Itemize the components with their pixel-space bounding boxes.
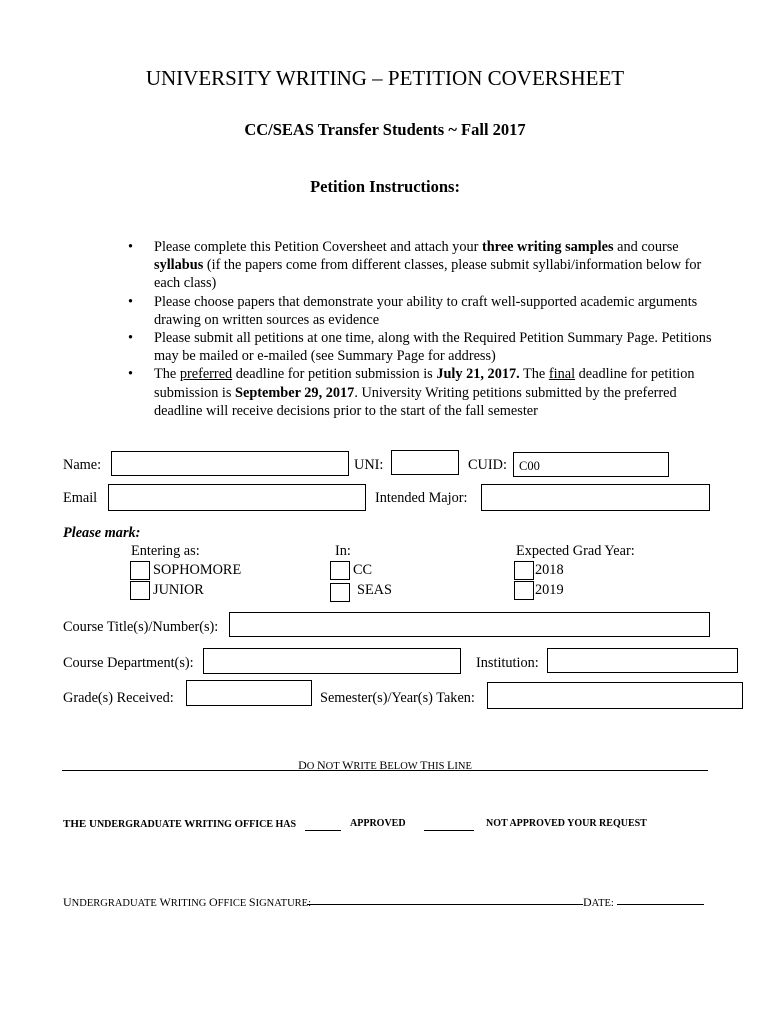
junior-label: JUNIOR <box>153 582 204 598</box>
institution-label: Institution: <box>476 655 539 671</box>
course-department-field[interactable] <box>203 648 461 674</box>
seas-checkbox[interactable] <box>330 583 350 602</box>
name-label: Name: <box>63 457 102 473</box>
grades-field[interactable] <box>186 680 312 706</box>
cc-checkbox[interactable] <box>330 561 350 580</box>
date-line[interactable] <box>617 893 704 905</box>
bullet-icon: • <box>128 366 134 383</box>
instruction-bullet <box>128 329 728 365</box>
approved-blank[interactable] <box>305 818 341 831</box>
do-not-write-label: DO NOT WRITE BELOW THIS LINE <box>298 758 472 772</box>
instruction-bullet <box>128 293 728 329</box>
page-subtitle: CC/SEAS Transfer Students ~ Fall 2017 <box>244 120 526 139</box>
cc-label: CC <box>353 562 373 578</box>
seas-label: SEAS <box>357 582 392 598</box>
grad-year-label: Expected Grad Year: <box>516 543 635 559</box>
please-mark-label: Please mark: <box>63 525 141 541</box>
year-2019-label: 2019 <box>535 582 564 598</box>
sophomore-checkbox[interactable] <box>130 561 150 580</box>
instructions-list <box>128 238 728 420</box>
bullet-icon: • <box>128 293 134 310</box>
not-approved-label: NOT APPROVED YOUR REQUEST <box>486 818 647 829</box>
intended-major-label: Intended Major: <box>375 490 468 506</box>
bullet-text: Please choose papers that demonstrate your ability to craft well-supported academic arguments drawing on written sources as evidence <box>154 293 698 328</box>
instruction-bullet <box>128 365 728 420</box>
junior-checkbox[interactable] <box>130 581 150 600</box>
bullet-text: The preferred deadline for petition submission is July 21, 2017. The final deadline for petition submission is September 29, 2017. University Writing petitions submitted by the preferred deadline will receive decisions prior to the start of the fall semester <box>154 366 695 419</box>
bullet-icon: • <box>128 330 134 347</box>
semester-field[interactable] <box>487 682 743 709</box>
instructions-heading: Petition Instructions: <box>310 177 460 196</box>
date-label: DATE: <box>583 895 614 909</box>
institution-field[interactable] <box>547 648 738 673</box>
cuid-value: C00 <box>519 459 540 473</box>
sophomore-label: SOPHOMORE <box>153 562 242 578</box>
office-decision-row: THE UNDERGRADUATE WRITING OFFICE HAS <box>63 818 297 830</box>
year-2019-checkbox[interactable] <box>514 581 534 600</box>
bullet-icon: • <box>128 239 134 255</box>
semester-label: Semester(s)/Year(s) Taken: <box>320 690 475 706</box>
page-title: UNIVERSITY WRITING – PETITION COVERSHEET <box>145 66 625 90</box>
email-field[interactable] <box>108 484 366 511</box>
bullet-text: Please submit all petitions at one time, along with the Required Petition Summary Page. Petitions may be mailed or e-mailed (see Summary Page for address) <box>154 330 712 365</box>
approved-label: APPROVED <box>350 818 406 829</box>
cuid-label: CUID: <box>468 457 507 473</box>
bullet-text: Please complete this Petition Coversheet and attach your three writing samples and course syllabus (if the papers come from different classes, please submit syllabi/information below for each class) <box>154 239 702 292</box>
in-label: In: <box>335 543 351 559</box>
grades-label: Grade(s) Received: <box>63 690 174 706</box>
not-approved-blank[interactable] <box>424 818 474 831</box>
instruction-bullet <box>128 238 728 293</box>
signature-line[interactable] <box>307 893 583 905</box>
year-2018-checkbox[interactable] <box>514 561 534 580</box>
intended-major-field[interactable] <box>481 484 710 511</box>
uni-label: UNI: <box>354 457 384 473</box>
divider-line <box>62 770 708 771</box>
course-title-field[interactable] <box>229 612 710 637</box>
email-label: Email <box>63 490 98 506</box>
course-department-label: Course Department(s): <box>63 655 194 671</box>
year-2018-label: 2018 <box>535 562 564 578</box>
entering-as-label: Entering as: <box>131 543 200 559</box>
uni-field[interactable] <box>391 450 459 475</box>
signature-label: UNDERGRADUATE WRITING OFFICE SIGNATURE: <box>63 895 311 909</box>
name-field[interactable] <box>111 451 349 476</box>
course-title-label: Course Title(s)/Number(s): <box>63 619 219 635</box>
